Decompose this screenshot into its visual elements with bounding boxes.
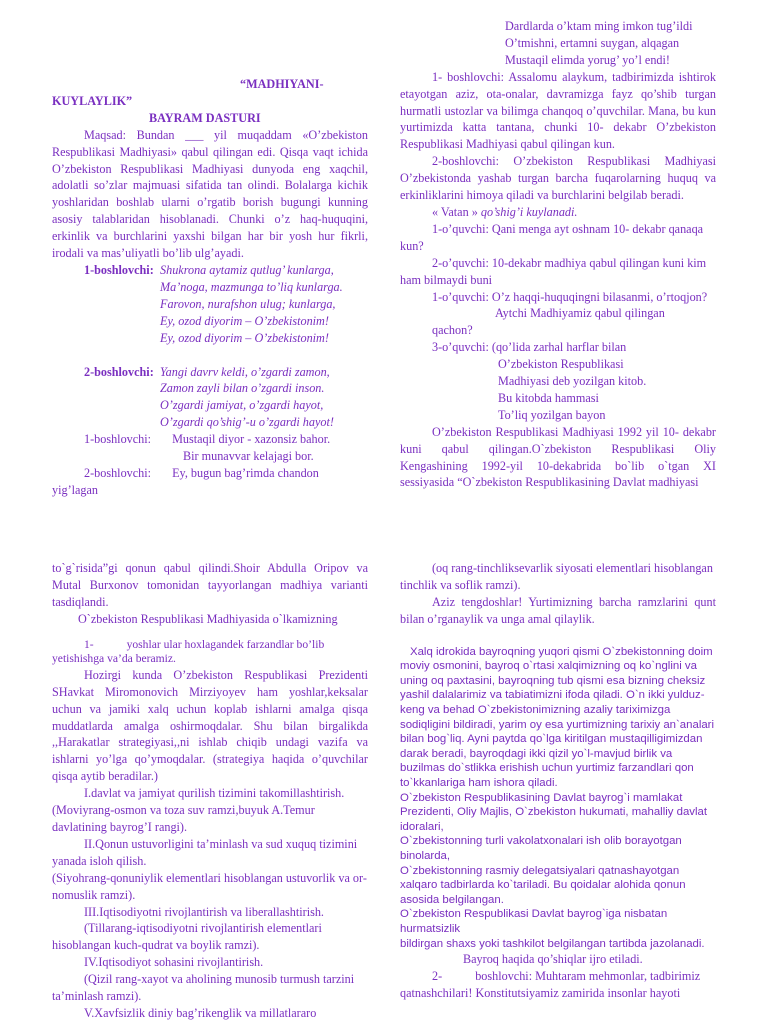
verse-block-1 — [52, 262, 368, 347]
numbered-item — [52, 638, 368, 667]
verse-line: O’zgardi qo’shig’-u o’zgardi hayot! — [160, 415, 334, 430]
dialogue-text: Ey, bugun bag’rimda chandon — [172, 465, 319, 480]
speaker-label: 2-boshlovchi: — [84, 364, 154, 379]
book-line: Madhiyasi deb yozilgan kitob. — [498, 374, 647, 389]
verse-line: Ey, ozod diyorim – O’zbekistonim! — [160, 313, 329, 328]
strategy-item: IV.Iqtisodiyot sohasini rivojlantirish. — [84, 955, 264, 970]
page-bottom — [0, 512, 768, 1024]
verse-line: Farovon, nurafshon ulug; kunlarga, — [160, 296, 336, 311]
flag-usage: O`zbekistonning rasmiy delegatsiyalari qatnashayotgan xalqaro tadbirlarda ko`tariladi. Bu qoidalar alohida qonun asosida belgilangan. — [400, 864, 686, 906]
dialogue-line: yig’lagan — [52, 482, 99, 497]
item-number: 1- — [84, 637, 94, 651]
purpose-paragraph: Maqsad: Bundan ___ yil muqaddam «O’zbekiston Respublikasi Madhiyasi» qabul qilingan edi. Qisqa vaqt ichida O’zbekiston Respublikasi Madhiyasi dunyoda eng xaqchil, adolatli so’zlar majmuasi sifatida tan olindi. Bolalarga kichik yoshlaridan boshlab ularni o’rgatib borish bugungi kunning asosiy talablaridan hisoblanadi. Chunki o’z haq-huquqini, erkinlik va burchlarini yaxshi bilgan har bir yosh hur fikrli, irodali va mas’uliyatli bo’lib ulg’ayadi. — [52, 127, 368, 261]
pupil-line: 1-o’quvchi: Qani menga ayt oshnam 10- dekabr qanaqa kun? — [400, 221, 704, 253]
host1-paragraph: 1- boshlovchi: Assalomu alaykum, tadbirimizda ishtirok etayotgan aziz, ota-onalar, davramizga fayz qo’shib turgan hurmatli ustozlar va bilimga chanqoq o’quvchilar. Mana, bu kun yurtimizda katta tantana, chunki 10- dekabr O’zbekiston Respublikasi Madhiyasi qabul qilingan kun. — [400, 69, 716, 152]
song-note: Bayroq haqida qo’shiqlar ijro etiladi. — [463, 952, 643, 967]
history-paragraph: O’zbekiston Respublikasi Madhiyasi 1992 yil 10- dekabr kuni qabul qilingan.O`zbekiston Respublikasi Oliy Kengashining 1992-yil 10-dekabrida bo`lib o`tgan XI sessiyasida “O`zbekiston Respublikasining Davlat madhiyasi — [400, 424, 716, 490]
pupil-line: 1-o’quvchi: O’z haqqi-huquqingni bilasanmi, o’rtoqjon? — [432, 289, 708, 304]
flag-paragraph: Xalq idrokida bayroqning yuqori qismi O`zbekistonning doim moviy osmonini, bayroq o`rtasi xalqimizning oq ko`nglini va uning oq paxtasini, bayroqning tub qismi esa bizning cheksiz yashil dalalarimiz va tabiatimizni ifoda qiladi. O`n ikki yulduz- keng va behad O`zbekistonimizning azaliy tariximizga sodiqligini bildiradi, yarim oy esa yurtimizning tarixiy an`analari bilan bog`liq. Ayni paytda qo`lga kiritilgan mustaqilligimizdan darak beradi, bayroqdagi ikki qizil yo`l-mavjud birlik va buzilmas do`stlikka erishish uchun yurtimiz farzandlari qon to`kkanlariga ham ishora qiladi. — [400, 645, 715, 789]
strategy-note: (Moviyrang-osmon va toza suv ramzi,buyuk A.Temur davlatining bayrog’I rangi). — [52, 803, 315, 834]
column-bottom-left — [52, 560, 368, 1022]
pupil-line: 2-o’quvchi: 10-dekabr madhiya qabul qilingan kuni kim ham bilmaydi buni — [400, 255, 707, 287]
pupil-line: 3-o’quvchi: (qo’lida zarhal harflar bilan — [432, 340, 627, 355]
column-bottom-right — [400, 560, 716, 1002]
book-line: To’liq yozilgan bayon — [498, 407, 606, 422]
white-note: (oq rang-tinchliksevarlik siyosati elementlari hisoblangan tinchlik va soflik ramzi). — [400, 561, 713, 592]
strategy-item: I.davlat va jamiyat qurilish tizimini takomillashtirish. — [84, 786, 345, 801]
strategy-note: (Siyohrang-qonuniylik elementlari hisoblangan ustuvorlik va or-nomuslik ramzi). — [52, 870, 367, 902]
closing-line: qatnashchilari! Konstitutsiyamiz zamirida insonlar hayoti — [400, 985, 681, 1000]
host2-paragraph: 2-boshlovchi: O’zbekiston Respublikasi Madhiyasi O’zbekistonda yashab turgan barcha fuqarolarning huquq va erkinliklarini himoya qiladi va burchlarini belgilab beradi. — [400, 154, 716, 203]
anthem-intro: O`zbekiston Respublikasi Madhiyasida o`lkamizning — [78, 611, 338, 626]
strategy-item: III.Iqtisodiyotni rivojlantirish va liberallashtirish. — [84, 904, 324, 919]
verse-line: O’zgardi jamiyat, o’zgardi hayot, — [160, 398, 324, 413]
dialogue-line: Bir munavvar kelajagi bor. — [183, 449, 314, 464]
poem-line: O’tmishni, ertamni suygan, alqagan — [505, 35, 680, 50]
dialogue-text: Mustaqil diyor - xazonsiz bahor. — [172, 432, 331, 447]
poem-line: Mustaqil elimda yorug’ yo’l endi! — [505, 52, 670, 67]
column-top-left — [52, 76, 368, 499]
speaker-label: 2-boshlovchi: — [84, 465, 152, 480]
flag-respect: bildirgan shaxs yoki tashkilot belgilangan tartibda jazolanadi. — [400, 937, 705, 950]
item-number: 2- — [432, 969, 443, 983]
book-line: O’zbekiston Respublikasi — [498, 357, 624, 372]
verse-line: Shukrona aytamiz qutlug’ kunlarga, — [160, 262, 334, 277]
flag-usage: O`zbekistonning turli vakolatxonalari ish olib borayotgan binolarda, — [400, 835, 682, 862]
flag-respect: O`zbekiston Respublikasi Davlat bayrog`iga nisbatan hurmatsizlik — [400, 908, 668, 935]
song-title: qo’shig’i kuylanadi. — [480, 204, 578, 219]
verse-line: Ma’noga, mazmunga to’liq kunlarga. — [160, 279, 343, 294]
song-prefix: « Vatan » — [432, 204, 481, 219]
song-line — [400, 204, 716, 221]
verse-line: Zamon zayli bilan o’zgardi inson. — [160, 381, 325, 396]
law-paragraph: to`g`risida”gi qonun qabul qilindi.Shoir Abdulla Oripov va Mutal Burxonov tomonidan tayyorlangan madhiya varianti tasdiqlandi. — [52, 561, 368, 609]
verse-line: Yangi davrv keldi, o’zgardi zamon, — [160, 364, 330, 379]
poem-line: Dardlarda o’ktam ming imkon tug’ildi — [505, 19, 693, 33]
program-subtitle: BAYRAM DASTURI — [149, 110, 261, 125]
strategy-note: (Qizil rang-xayot va aholining munosib turmush tarzini ta’minlash ramzi). — [52, 972, 355, 1004]
pupil-line: qachon? — [432, 323, 473, 338]
strategy-note: (Tillarang-iqtisodiyotni rivojlantirish elementlari hisoblangan kuch-qudrat va boylik ramzi). — [52, 921, 322, 953]
item-text: yoshlar ular hoxlagandek farzandlar bo’lib yetishishga va’da beramiz. — [52, 637, 325, 666]
flag-usage: O`zbekiston Respublikasining Davlat bayrog`i mamlakat Prezidenti, Oliy Majlis, O`zbekiston hukumati, mahalliy davlat idoralari, — [400, 791, 708, 833]
dialogue-line — [52, 465, 368, 482]
strategy-item: II.Qonun ustuvorligini ta’minlash va sud xuquq tizimini yanada isloh qilish. — [52, 836, 358, 868]
book-line: Bu kitobda hammasi — [498, 390, 599, 405]
speaker-label: 1-boshlovchi: — [84, 432, 152, 447]
column-top-right — [400, 18, 716, 491]
speaker-label: 1-boshlovchi: — [84, 262, 154, 277]
pupil-line: Aytchi Madhiyamiz qabul qilingan — [495, 306, 665, 321]
item-text: boshlovchi: Muhtaram mehmonlar, tadbirimiz — [475, 969, 701, 983]
program-title-cont: KUYLAYLIK” — [52, 93, 133, 108]
program-title: “MADHIYANI- — [240, 77, 324, 91]
numbered-item — [400, 968, 716, 985]
dialogue-line — [52, 431, 368, 448]
verse-block-2 — [52, 364, 368, 432]
verse-line: Ey, ozod diyorim – O’zbekistonim! — [160, 330, 329, 345]
symbols-paragraph: Aziz tengdoshlar! Yurtimizning barcha ramzlarini qunt bilan o’rganaylik va unga amal qilaylik. — [400, 594, 716, 626]
president-paragraph: Hozirgi kunda O’zbekiston Respublikasi Prezidenti SHavkat Miromonovich Mirziyoyev ham yoshlar,keksalar uchun va jamiki xalq uchun koplab ishlarni amalga qisqa muddatlarda amalga oshirmoqdalar. Shu bilan birgalikda ,,Harakatlar strategiyasi,,ni ishlab chiqib undagi vazifa va ishlarni yo’lga qo’ymoqdalar. (strategiya haqida o’quvchilar qisqa aytib beradilar.) — [52, 667, 368, 784]
strategy-item: V.Xavfsizlik diniy bag’rikenglik va millatlararo — [84, 1005, 317, 1020]
